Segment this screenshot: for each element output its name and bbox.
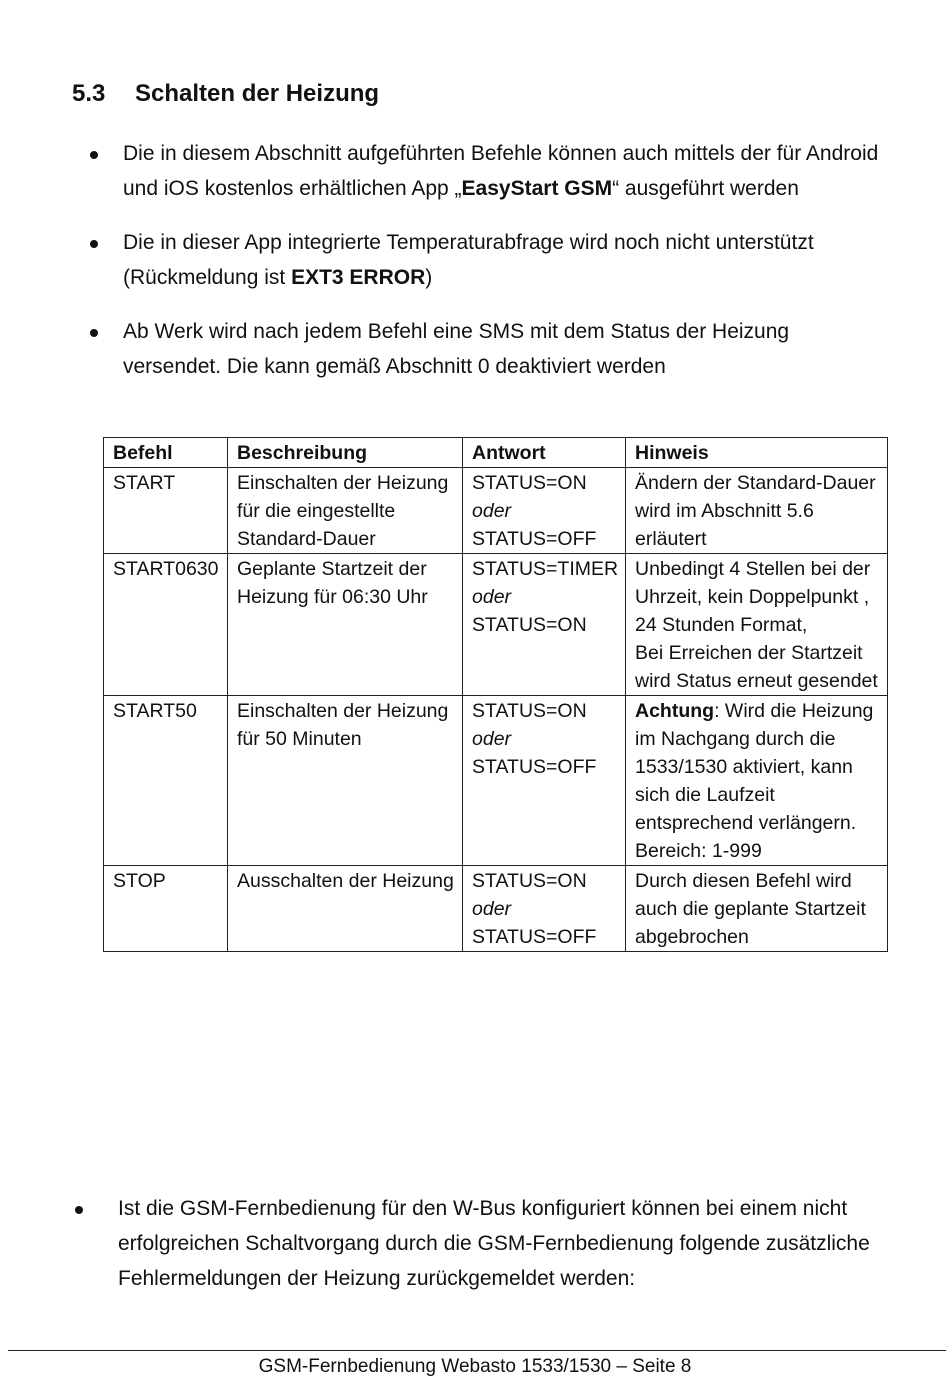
antwort-status: STATUS=OFF: [472, 528, 597, 550]
bullet-bold-text: EasyStart GSM: [461, 177, 613, 200]
column-header-hinweis: Hinweis: [626, 438, 888, 468]
bullet-item: [85, 136, 885, 206]
cell-befehl: STOP: [104, 866, 228, 952]
cell-antwort: [463, 866, 626, 952]
cell-hinweis: [626, 696, 888, 866]
antwort-status: STATUS=ON: [472, 614, 587, 636]
antwort-status: STATUS=TIMER: [472, 558, 619, 580]
column-header-befehl: Befehl: [104, 438, 228, 468]
bullet-icon: [90, 151, 98, 159]
antwort-oder: oder: [472, 898, 512, 920]
bullet-bold-text: EXT3 ERROR: [291, 266, 426, 289]
bottom-bullet-item: [70, 1191, 928, 1296]
antwort-status: STATUS=ON: [472, 700, 587, 722]
page-footer: [0, 1356, 950, 1378]
cell-beschreibung: Einschalten der Heizung für 50 Minuten: [228, 696, 463, 866]
hinweis-text: Ändern der Standard-Dauer wird im Abschnitt 5.6 erläutert: [635, 472, 876, 550]
bullet-list: [85, 136, 885, 403]
cell-antwort: [463, 554, 626, 696]
bullet-icon: [75, 1206, 83, 1214]
table-row: [104, 696, 888, 866]
cell-befehl: START50: [104, 696, 228, 866]
cell-beschreibung: Ausschalten der Heizung: [228, 866, 463, 952]
antwort-oder: oder: [472, 500, 512, 522]
hinweis-text: Unbedingt 4 Stellen bei der Uhrzeit, kein Doppelpunkt , 24 Stunden Format,: [635, 558, 871, 636]
section-heading: [72, 80, 379, 108]
table-row: [104, 468, 888, 554]
cell-hinweis: [626, 468, 888, 554]
table-row: [104, 866, 888, 952]
table-header-row: [104, 438, 888, 468]
bullet-icon: [90, 240, 98, 248]
antwort-status: STATUS=OFF: [472, 756, 597, 778]
cell-befehl: START0630: [104, 554, 228, 696]
bullet-text: Ist die GSM-Fernbedienung für den W-Bus konfiguriert können bei einem nicht erfolgreichen Schaltvorgang durch die GSM-Fernbedienung folgende zusätzliche Fehlermeldungen der Heizung zurückgemeldet werden:: [118, 1197, 870, 1290]
column-header-beschreibung: Beschreibung: [228, 438, 463, 468]
section-title: Schalten der Heizung: [135, 80, 380, 107]
hinweis-bold-text: Achtung: [635, 700, 715, 722]
antwort-status: STATUS=OFF: [472, 926, 597, 948]
table-row: [104, 554, 888, 696]
bullet-text: Die in diesem Abschnitt aufgeführten Befehle können auch mittels der für Android und iOS kostenlos erhältlichen App „: [123, 142, 879, 200]
bullet-text-end: “ ausgeführt werden: [612, 177, 799, 200]
cell-beschreibung: Geplante Startzeit der Heizung für 06:30 Uhr: [228, 554, 463, 696]
bullet-text-end: ): [425, 266, 433, 289]
cell-antwort: [463, 696, 626, 866]
cell-befehl: START: [104, 468, 228, 554]
antwort-status: STATUS=ON: [472, 870, 587, 892]
hinweis-text: Bereich: 1-999: [635, 840, 762, 862]
command-table: [103, 437, 888, 952]
cell-hinweis: [626, 554, 888, 696]
cell-beschreibung: Einschalten der Heizung für die eingestellte Standard-Dauer: [228, 468, 463, 554]
footer-divider: [8, 1350, 946, 1351]
section-number: 5.3: [72, 80, 106, 107]
bullet-text: Die in dieser App integrierte Temperaturabfrage wird noch nicht unterstützt (Rückmeldung ist: [123, 231, 814, 289]
column-header-antwort: Antwort: [463, 438, 626, 468]
cell-antwort: [463, 468, 626, 554]
hinweis-text: Bei Erreichen der Startzeit wird Status erneut gesendet: [635, 642, 878, 692]
hinweis-text: Durch diesen Befehl wird auch die geplante Startzeit abgebrochen: [635, 870, 866, 948]
hinweis-text: : Wird die Heizung im Nachgang durch die 1533/1530 aktiviert, kann sich die Laufzeit entsprechend verlängern.: [635, 700, 874, 834]
bullet-text: Ab Werk wird nach jedem Befehl eine SMS mit dem Status der Heizung versendet. Die kann gemäß Abschnitt 0 deaktiviert werden: [123, 320, 790, 378]
hinweis-text: [635, 700, 873, 834]
antwort-status: STATUS=ON: [472, 472, 587, 494]
footer-text: GSM-Fernbedienung Webasto 1533/1530 – Seite 8: [258, 1356, 692, 1377]
cell-hinweis: [626, 866, 888, 952]
antwort-oder: oder: [472, 586, 512, 608]
bullet-item: [85, 225, 885, 295]
antwort-oder: oder: [472, 728, 512, 750]
bullet-icon: [90, 329, 98, 337]
bullet-item: [85, 314, 885, 384]
